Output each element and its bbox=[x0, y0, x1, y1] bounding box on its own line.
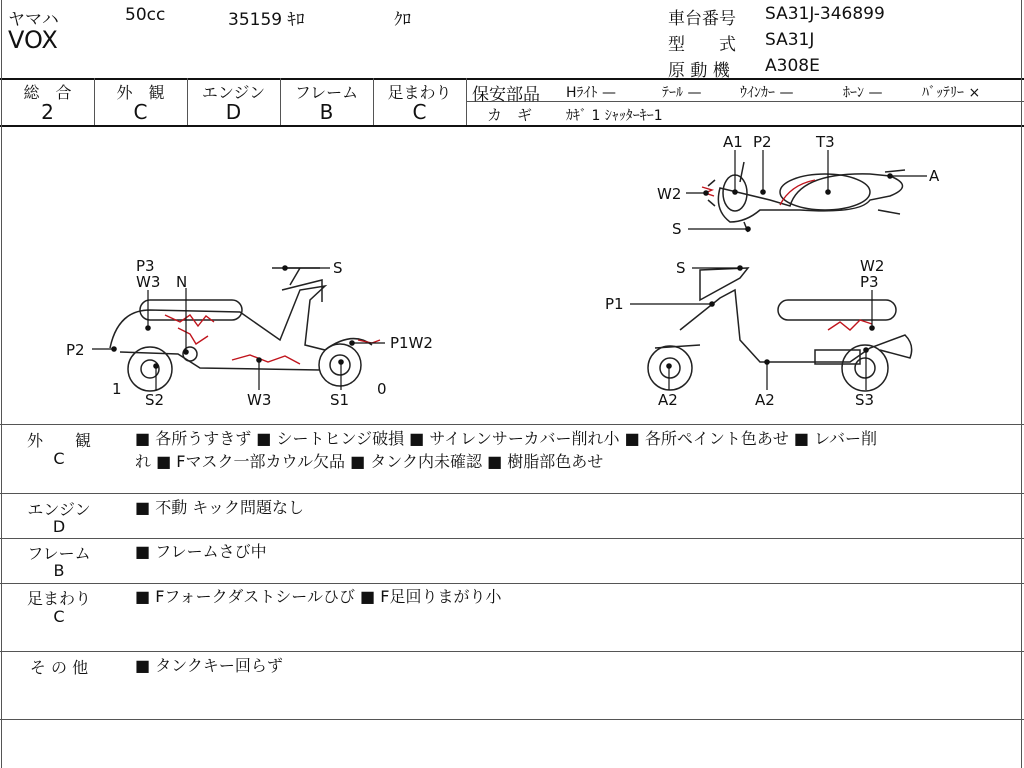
key-value: ｶｷﾞ 1 ｼｬｯﾀｰｷｰ1 bbox=[566, 108, 663, 124]
label-w3-top: W3 bbox=[136, 273, 161, 291]
part-status: — bbox=[601, 85, 616, 101]
notes-other-text: ■ タンクキー回らず bbox=[135, 656, 283, 675]
part-status: — bbox=[779, 85, 794, 101]
part-headlight bbox=[566, 82, 616, 102]
mileage: 35159 ｷﾛ bbox=[228, 10, 305, 30]
label-p3: P3 bbox=[136, 257, 155, 275]
label-zero: 0 bbox=[377, 380, 387, 398]
grade-exterior-label: 外 観 bbox=[116, 83, 165, 102]
grade-suspension-value: C bbox=[412, 100, 427, 124]
divider bbox=[466, 78, 467, 125]
scooter-diagram bbox=[0, 126, 1024, 424]
notes-exterior-line2: れ ■ Fマスク一部カウル欠品 ■ タンク内未確認 ■ 樹脂部色あせ bbox=[135, 452, 604, 471]
notes-engine-label: エンジン bbox=[27, 500, 91, 519]
notes-engine-grade: D bbox=[52, 517, 66, 536]
damage-mark bbox=[178, 328, 208, 344]
type-value: SA31J bbox=[765, 30, 815, 50]
divider bbox=[0, 651, 1024, 652]
grade-engine-label: エンジン bbox=[201, 83, 266, 102]
key-label: カ ギ bbox=[487, 106, 533, 124]
damage-mark bbox=[232, 355, 300, 364]
frame-no-label: 車台番号 bbox=[668, 9, 736, 29]
notes-frame-text: ■ フレームさび中 bbox=[135, 542, 267, 561]
label-a2-mid: A2 bbox=[755, 391, 775, 409]
notes-frame-label: フレーム bbox=[27, 544, 91, 563]
divider bbox=[0, 493, 1024, 494]
divider bbox=[0, 583, 1024, 584]
label-s1: S1 bbox=[330, 391, 350, 409]
label-w3-bottom: W3 bbox=[247, 391, 272, 409]
notes-exterior-label: 外 観 bbox=[26, 431, 91, 450]
part-label: ﾎｰﾝ bbox=[843, 85, 864, 101]
engine-value: A308E bbox=[765, 56, 820, 76]
part-status: — bbox=[687, 85, 702, 101]
maker: ヤマハ bbox=[8, 10, 59, 30]
divider bbox=[0, 538, 1024, 539]
scooter-drawings bbox=[110, 162, 912, 391]
model-name: VOX bbox=[8, 26, 58, 54]
notes-other-label: そ の 他 bbox=[29, 658, 89, 677]
part-label: ｳｲﾝｶｰ bbox=[740, 85, 775, 101]
divider bbox=[0, 424, 1024, 425]
part-taillight bbox=[662, 82, 701, 102]
label-a2-left: A2 bbox=[658, 391, 678, 409]
label-w2: W2 bbox=[657, 185, 682, 203]
label-s: S bbox=[672, 220, 682, 238]
label-n: N bbox=[176, 273, 188, 291]
notes-suspension-label: 足まわり bbox=[26, 589, 91, 608]
grade-frame-label: フレーム bbox=[294, 83, 359, 102]
part-horn bbox=[843, 82, 882, 102]
part-status: × bbox=[968, 85, 981, 101]
label-s3: S3 bbox=[855, 391, 875, 409]
label-p1w2: P1W2 bbox=[390, 334, 433, 352]
label-p1: P1 bbox=[605, 295, 624, 313]
body-color: ｸﾛ bbox=[394, 10, 411, 30]
notes-exterior-line1: ■ 各所うすきず ■ シートヒンジ破損 ■ サイレンサーカバー削れ小 ■ 各所ペイント色あせ ■ レバー削 bbox=[135, 429, 878, 448]
grade-engine-value: D bbox=[225, 100, 242, 124]
part-label: Hﾗｲﾄ bbox=[566, 85, 598, 101]
engine-label: 原 動 機 bbox=[668, 61, 730, 81]
label-one: 1 bbox=[112, 380, 122, 398]
divider bbox=[0, 719, 1024, 720]
label-s-right: S bbox=[676, 259, 686, 277]
notes-engine-text: ■ 不動 キック問題なし bbox=[135, 498, 304, 517]
grade-overall-value: 2 bbox=[41, 100, 54, 124]
leader-lines bbox=[92, 150, 927, 390]
label-s-left: S bbox=[333, 259, 343, 277]
label-p2-left: P2 bbox=[66, 341, 85, 359]
grade-overall-label: 総 合 bbox=[23, 83, 72, 102]
label-a1: A1 bbox=[723, 133, 743, 151]
notes-suspension-grade: C bbox=[53, 607, 65, 626]
label-p3-right: P3 bbox=[860, 273, 879, 291]
label-w2-right: W2 bbox=[860, 257, 885, 275]
part-label: ﾃｰﾙ bbox=[662, 85, 683, 101]
type-label: 型 式 bbox=[668, 35, 736, 55]
part-winker bbox=[740, 82, 793, 102]
displacement: 50cc bbox=[125, 5, 166, 25]
part-status: — bbox=[868, 85, 883, 101]
parts-title: 保安部品 bbox=[472, 85, 540, 105]
damage-mark bbox=[828, 320, 872, 330]
frame-no: SA31J-346899 bbox=[765, 4, 885, 24]
part-label: ﾊﾞｯﾃﾘｰ bbox=[922, 85, 964, 101]
grade-frame-value: B bbox=[319, 100, 334, 124]
label-p2: P2 bbox=[753, 133, 772, 151]
grade-suspension-label: 足まわり bbox=[387, 83, 452, 102]
notes-frame-grade: B bbox=[53, 561, 65, 580]
grade-exterior-value: C bbox=[133, 100, 148, 124]
label-a: A bbox=[929, 167, 940, 185]
scooter-top-view bbox=[708, 162, 905, 232]
label-s2: S2 bbox=[145, 391, 165, 409]
label-t3: T3 bbox=[816, 133, 835, 151]
notes-suspension-text: ■ Fフォークダストシールひび ■ F足回りまがり小 bbox=[135, 587, 502, 606]
damage-marks bbox=[165, 180, 872, 364]
part-battery bbox=[922, 82, 980, 102]
notes-exterior-grade: C bbox=[53, 449, 65, 468]
